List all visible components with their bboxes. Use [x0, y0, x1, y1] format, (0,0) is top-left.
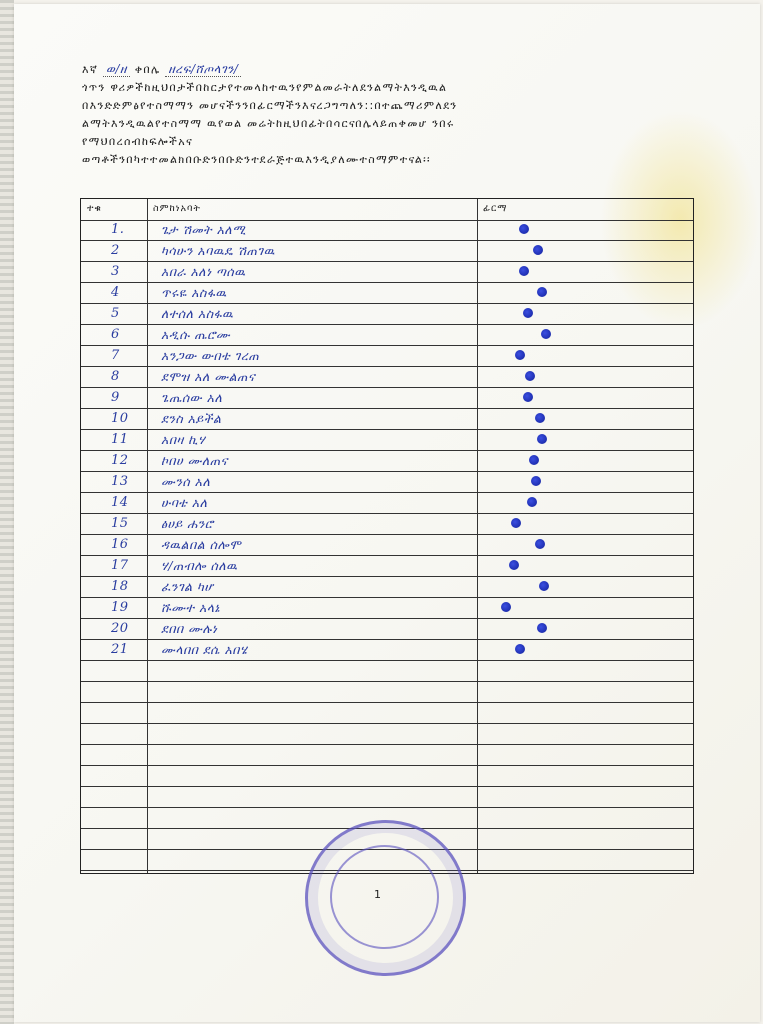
handwritten-village: ዘረፍ/ሸጦላገን/	[165, 62, 241, 77]
table-row	[81, 618, 693, 640]
row-number: 7	[111, 348, 120, 363]
fingerprint-signature	[537, 287, 547, 297]
header-mid: ቀበሌ	[134, 63, 161, 76]
fingerprint-signature	[533, 245, 543, 255]
table-row	[81, 492, 693, 514]
row-number: 11	[111, 432, 129, 447]
row-number: 12	[111, 453, 129, 468]
table-row	[81, 282, 693, 304]
table-row	[81, 387, 693, 409]
empty-table-row	[81, 681, 693, 703]
fingerprint-signature	[511, 518, 521, 528]
signer-name: ፅሀይ ሐንሮ	[161, 516, 214, 531]
signer-name: ሙላበበ ደሴ አበሄ	[161, 642, 248, 657]
fingerprint-signature	[535, 413, 545, 423]
row-number: 19	[111, 600, 129, 615]
signer-name: አዲሱ ጤሮሙ	[161, 327, 231, 342]
fingerprint-signature	[519, 266, 529, 276]
row-number: 2	[111, 243, 120, 258]
signer-name: አንጋው ውበቴ ገረጠ	[161, 348, 260, 363]
row-number: 14	[111, 495, 129, 510]
column-header-number: ተቁ	[87, 203, 102, 214]
row-number: 1.	[111, 222, 125, 237]
page-number: 1	[374, 888, 381, 901]
column-header-name: ስምከነአባት	[153, 203, 201, 214]
row-number: 21	[111, 642, 129, 657]
header-prefix: እኛ	[82, 63, 99, 76]
fingerprint-signature	[539, 581, 549, 591]
table-row	[81, 240, 693, 262]
header-line-2: ጎጥን ዋሪዎችከዚህበታችበከርታየተመላከተዉንየምልመራትለደንልማትእንዲዉል	[82, 81, 448, 94]
fingerprint-signature	[515, 644, 525, 654]
signer-name: ሁባቴ አለ	[161, 495, 208, 510]
table-row	[81, 576, 693, 598]
table-row	[81, 324, 693, 346]
fingerprint-signature	[509, 560, 519, 570]
table-row	[81, 534, 693, 556]
fingerprint-signature	[523, 308, 533, 318]
row-number: 18	[111, 579, 129, 594]
fingerprint-signature	[515, 350, 525, 360]
empty-table-row	[81, 744, 693, 766]
header-line-5: የማህበረሰብከፍሎችአና	[82, 135, 194, 148]
row-number: 10	[111, 411, 129, 426]
signer-name: ጥሩዬ አስፋዉ	[161, 285, 227, 300]
signer-name: ደበበ ሙሉነ	[161, 621, 218, 636]
table-row	[81, 513, 693, 535]
row-number: 13	[111, 474, 129, 489]
fingerprint-signature	[525, 371, 535, 381]
signer-name: ሹሙተ አላኔ	[161, 600, 220, 615]
document-header	[82, 60, 692, 169]
table-row	[81, 261, 693, 283]
fingerprint-signature	[519, 224, 529, 234]
table-row	[81, 345, 693, 367]
fingerprint-signature	[527, 497, 537, 507]
table-row	[81, 555, 693, 577]
table-row	[81, 429, 693, 451]
header-line-4: ልማትእንዲዉልየተስማማ ዉየወል መሬትከዚህበፊትበሳርናበሌላይጠቀመሆ ንበሩ	[82, 117, 455, 130]
signer-name: ዳዉልበል ሰሎሞ	[161, 537, 242, 552]
signer-name: ደሞዝ አለ ሙልጠና	[161, 369, 256, 384]
row-number: 15	[111, 516, 129, 531]
fingerprint-signature	[531, 476, 541, 486]
row-number: 16	[111, 537, 129, 552]
stamp-inner-ring	[330, 845, 439, 949]
table-row	[81, 366, 693, 388]
signer-name: አበራ አለነ ጣሰዉ	[161, 264, 246, 279]
fingerprint-signature	[537, 623, 547, 633]
fingerprint-signature	[501, 602, 511, 612]
column-header-signature: ፊርማ	[483, 203, 508, 214]
empty-table-row	[81, 660, 693, 682]
signer-name: ፈንገል ካሆ	[161, 579, 214, 594]
table-row	[81, 408, 693, 430]
fingerprint-signature	[523, 392, 533, 402]
empty-table-row	[81, 786, 693, 808]
header-line-3: በእንድድምፅየተስማማን መሆናችንንበፊርማችንእናረጋግጣለን::በተጨማሪምለደን	[82, 99, 458, 112]
header-line-6: ወጣቶችንበካተተመልክበቡድንበቡድንተደራጅተዉእንዲያለሙተስማምተናል፡፡	[82, 153, 431, 166]
signer-name: አበዛ ኪሃ	[161, 432, 206, 447]
fingerprint-signature	[529, 455, 539, 465]
handwritten-kebele: ወ/ዘ	[103, 62, 130, 77]
table-row	[81, 597, 693, 619]
official-stamp	[305, 820, 466, 976]
signer-name: ደንስ አይችል	[161, 411, 222, 426]
table-row	[81, 639, 693, 661]
row-number: 6	[111, 327, 120, 342]
row-number: 3	[111, 264, 120, 279]
row-number: 5	[111, 306, 120, 321]
table-row	[81, 303, 693, 325]
empty-table-row	[81, 723, 693, 745]
fingerprint-signature	[535, 539, 545, 549]
signer-name: ጌጤሰው አለ	[161, 390, 223, 405]
row-number: 4	[111, 285, 120, 300]
row-number: 17	[111, 558, 129, 573]
header-line-1	[82, 60, 692, 79]
table-row	[81, 219, 693, 241]
row-number: 8	[111, 369, 120, 384]
row-number: 20	[111, 621, 129, 636]
table-row	[81, 450, 693, 472]
table-row	[81, 471, 693, 493]
signature-table	[80, 198, 694, 874]
page-edge	[0, 0, 14, 1024]
empty-table-row	[81, 765, 693, 787]
empty-table-row	[81, 702, 693, 724]
signer-name: ኮበሀ ሙለጠና	[161, 453, 228, 468]
signer-name: ጌታ ሽመት አለሚ	[161, 222, 247, 237]
fingerprint-signature	[541, 329, 551, 339]
table-header-row	[81, 199, 693, 221]
row-number: 9	[111, 390, 120, 405]
fingerprint-signature	[537, 434, 547, 444]
signer-name: ሙንሰ አለ	[161, 474, 211, 489]
signer-name: ለተሰለ አስፋዉ	[161, 306, 234, 321]
signer-name: ካሳሁን አባዉዴ ሽጠገዉ	[161, 243, 275, 258]
signer-name: ሃ/ጠብሎ ሰለዉ	[161, 558, 238, 573]
